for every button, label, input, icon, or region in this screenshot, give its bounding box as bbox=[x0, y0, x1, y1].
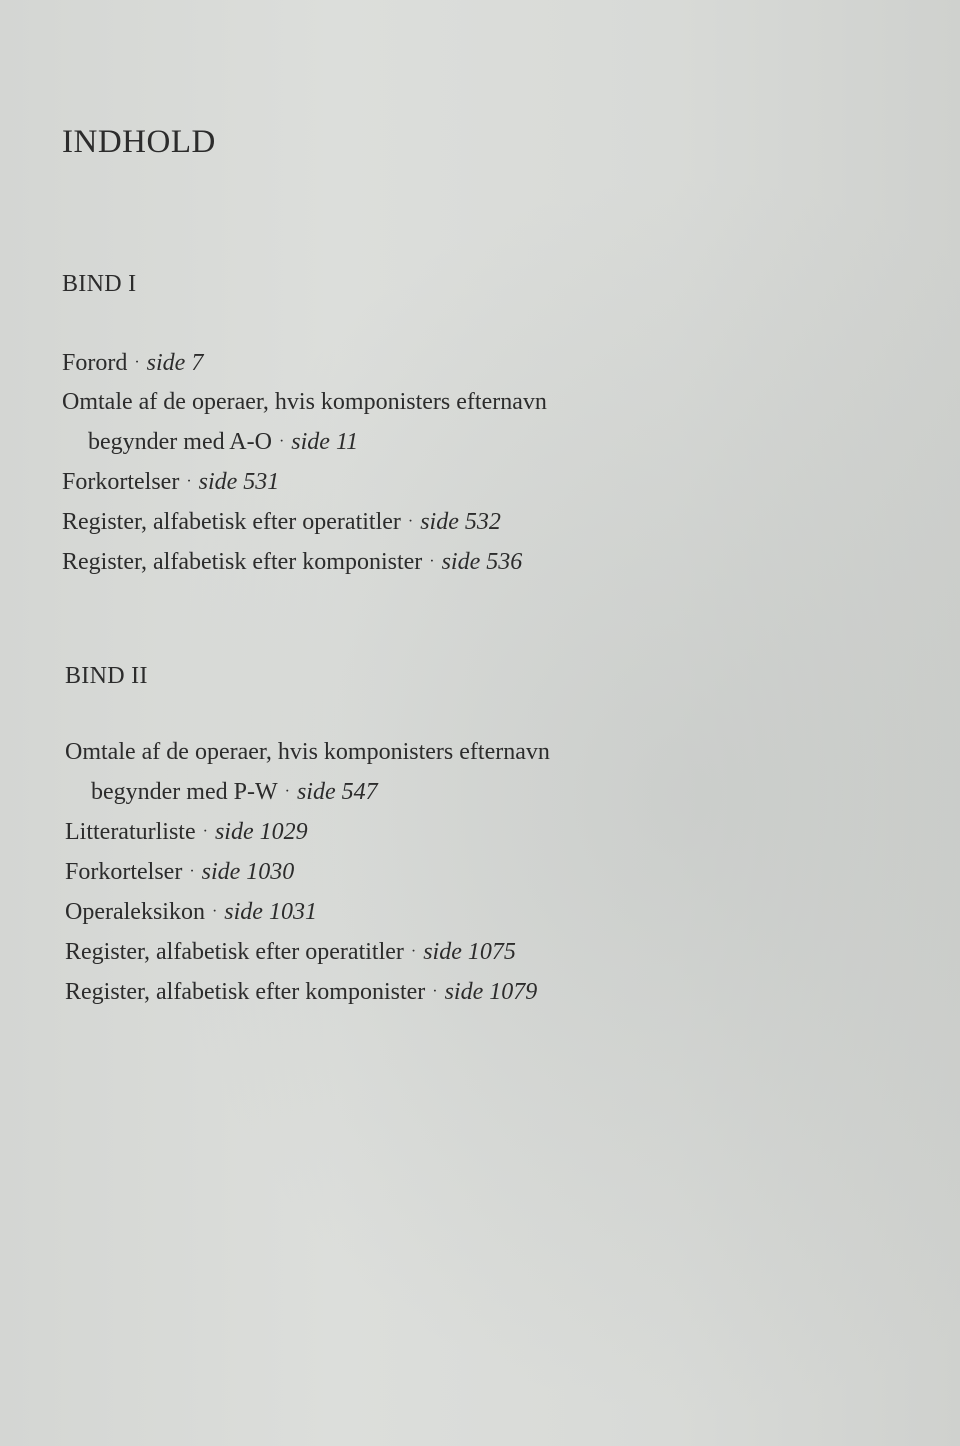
separator-dot: · bbox=[407, 513, 414, 530]
toc-entry-page: side 7 bbox=[146, 350, 204, 376]
toc-entry-title: Forord bbox=[62, 350, 128, 376]
separator-dot: · bbox=[410, 943, 417, 960]
toc-entry bbox=[65, 972, 550, 1012]
toc-entry bbox=[62, 542, 547, 582]
separator-dot: · bbox=[429, 553, 435, 570]
toc-entry-page: side 1031 bbox=[224, 899, 317, 925]
volume-1-title: BIND I bbox=[62, 271, 137, 297]
toc-entry bbox=[65, 892, 550, 932]
toc-entry-title: Register, alfabetisk efter komponister bbox=[62, 549, 423, 575]
volume-2-contents bbox=[65, 733, 550, 1012]
toc-entry-page: side 536 bbox=[441, 549, 523, 575]
toc-entry-page: side 1079 bbox=[444, 979, 538, 1005]
toc-entry bbox=[65, 812, 550, 852]
toc-entry-page: side 1075 bbox=[423, 939, 516, 965]
toc-entry-title-cont: begynder med A-O bbox=[88, 429, 272, 455]
separator-dot: · bbox=[432, 983, 438, 1000]
volume-1-contents bbox=[62, 343, 547, 582]
toc-entry bbox=[62, 383, 547, 462]
separator-dot: · bbox=[202, 823, 208, 840]
toc-entry-continuation bbox=[62, 422, 547, 462]
toc-entry-continuation bbox=[65, 772, 550, 812]
toc-entry-title: Register, alfabetisk efter operatitler bbox=[65, 939, 404, 965]
toc-entry-page: side 11 bbox=[291, 429, 359, 455]
toc-entry bbox=[62, 502, 547, 542]
separator-dot: · bbox=[278, 433, 285, 450]
toc-entry-page: side 532 bbox=[420, 509, 501, 535]
toc-entry-page: side 1030 bbox=[201, 859, 295, 885]
separator-dot: · bbox=[134, 354, 140, 371]
toc-entry bbox=[65, 932, 550, 972]
toc-entry-title: Forkortelser bbox=[62, 469, 180, 495]
toc-entry-title: Omtale af de operaer, hvis komponisters efternavn bbox=[65, 739, 550, 765]
toc-entry-title: Omtale af de operaer, hvis komponisters efternavn bbox=[62, 389, 547, 415]
toc-entry-page: side 547 bbox=[296, 779, 378, 805]
page-title: INDHOLD bbox=[62, 124, 216, 161]
separator-dot: · bbox=[186, 473, 192, 490]
separator-dot: · bbox=[284, 783, 290, 800]
toc-entry-title: Register, alfabetisk efter operatitler bbox=[62, 509, 401, 535]
toc-entry-page: side 1029 bbox=[214, 819, 308, 845]
toc-entry bbox=[65, 733, 550, 812]
toc-entry bbox=[65, 852, 550, 892]
volume-2-title: BIND II bbox=[65, 663, 148, 689]
toc-entry-title: Litteraturliste bbox=[65, 819, 196, 845]
toc-entry-title: Forkortelser bbox=[65, 859, 183, 885]
toc-entry bbox=[62, 343, 547, 383]
toc-entry-page: side 531 bbox=[198, 469, 280, 495]
toc-entry-title-cont: begynder med P-W bbox=[91, 779, 278, 805]
separator-dot: · bbox=[211, 903, 218, 920]
separator-dot: · bbox=[189, 863, 195, 880]
toc-entry-title: Operaleksikon bbox=[65, 899, 205, 925]
toc-entry-title: Register, alfabetisk efter komponister bbox=[65, 979, 426, 1005]
toc-entry bbox=[62, 462, 547, 502]
